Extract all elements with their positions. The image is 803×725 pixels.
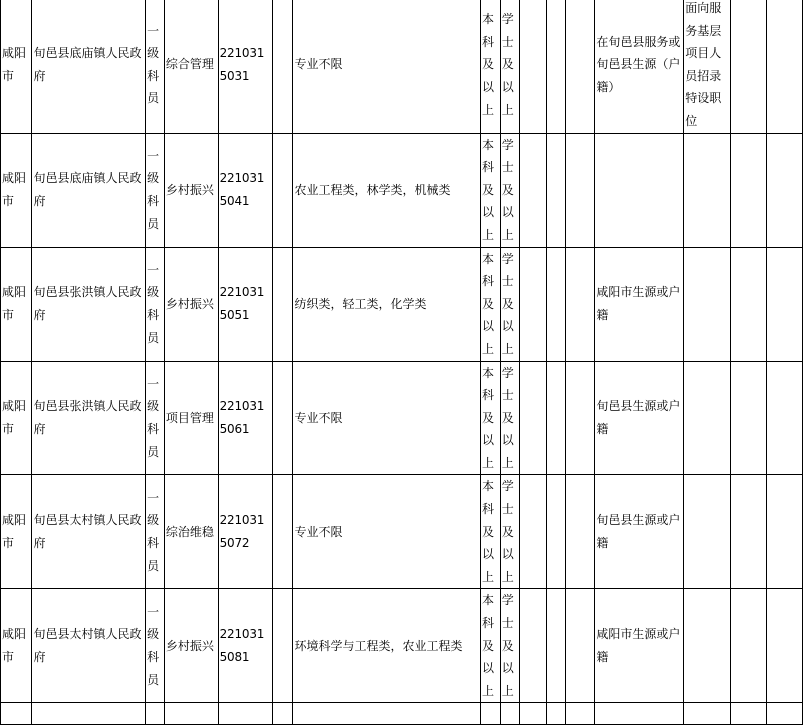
- empty-cell: [519, 0, 546, 133]
- other-conditions-cell: 旬邑县生源或户籍: [595, 475, 684, 589]
- position-cell: 项目管理: [164, 361, 218, 475]
- degree-cell: 学士及以上: [500, 247, 519, 361]
- degree-cell: 学士及以上: [500, 589, 519, 703]
- empty-cell: [546, 703, 565, 725]
- department-cell: 旬邑县张洪镇人民政府: [32, 247, 146, 361]
- empty-cell: [519, 133, 546, 247]
- city-cell: 咸阳市: [1, 589, 32, 703]
- education-cell: 本科及以上: [480, 361, 500, 475]
- empty-cell: [731, 133, 767, 247]
- education-cell: 本科及以上: [480, 247, 500, 361]
- empty-cell: [595, 703, 684, 725]
- empty-cell: [767, 475, 803, 589]
- table-row-partial: [1, 703, 803, 725]
- position-code-cell: 2210315061: [218, 361, 272, 475]
- empty-cell: [519, 475, 546, 589]
- education-cell: 本科及以上: [480, 0, 500, 133]
- empty-cell: [519, 703, 546, 725]
- empty-cell: [546, 133, 565, 247]
- empty-cell: [164, 703, 218, 725]
- empty-cell: [767, 589, 803, 703]
- empty-cell: [767, 0, 803, 133]
- empty-cell: [566, 0, 595, 133]
- empty-cell: [293, 703, 481, 725]
- degree-cell: 学士及以上: [500, 133, 519, 247]
- table-row: [1, 589, 803, 703]
- empty-cell: [731, 0, 767, 133]
- level-cell: 一级科员: [146, 589, 165, 703]
- position-code-cell: 2210315072: [218, 475, 272, 589]
- city-cell: 咸阳市: [1, 0, 32, 133]
- empty-cell: [32, 703, 146, 725]
- remarks-cell: [684, 589, 731, 703]
- empty-cell: [519, 361, 546, 475]
- table-row: [1, 475, 803, 589]
- other-conditions-cell: [595, 133, 684, 247]
- empty-cell: [273, 0, 293, 133]
- empty-cell: [684, 703, 731, 725]
- department-cell: 旬邑县太村镇人民政府: [32, 589, 146, 703]
- empty-cell: [566, 589, 595, 703]
- degree-cell: 学士及以上: [500, 0, 519, 133]
- empty-cell: [566, 247, 595, 361]
- department-cell: 旬邑县太村镇人民政府: [32, 475, 146, 589]
- other-conditions-cell: 在旬邑县服务或旬邑县生源（户籍）: [595, 0, 684, 133]
- major-cell: 专业不限: [293, 0, 481, 133]
- empty-cell: [546, 0, 565, 133]
- empty-cell: [731, 361, 767, 475]
- level-cell: 一级科员: [146, 361, 165, 475]
- position-code-cell: 2210315051: [218, 247, 272, 361]
- department-cell: 旬邑县张洪镇人民政府: [32, 361, 146, 475]
- major-cell: 专业不限: [293, 361, 481, 475]
- city-cell: 咸阳市: [1, 133, 32, 247]
- major-cell: 专业不限: [293, 475, 481, 589]
- empty-cell: [273, 361, 293, 475]
- position-code-cell: 2210315041: [218, 133, 272, 247]
- table-row: [1, 0, 803, 133]
- empty-cell: [546, 361, 565, 475]
- empty-cell: [767, 703, 803, 725]
- degree-cell: 学士及以上: [500, 361, 519, 475]
- empty-cell: [566, 475, 595, 589]
- empty-cell: [566, 361, 595, 475]
- empty-cell: [731, 703, 767, 725]
- level-cell: 一级科员: [146, 247, 165, 361]
- remarks-cell: [684, 133, 731, 247]
- empty-cell: [767, 247, 803, 361]
- major-cell: 农业工程类，林学类，机械类: [293, 133, 481, 247]
- empty-cell: [519, 589, 546, 703]
- empty-cell: [273, 703, 293, 725]
- table-body: [1, 0, 803, 725]
- empty-cell: [767, 361, 803, 475]
- empty-cell: [546, 475, 565, 589]
- empty-cell: [480, 703, 500, 725]
- position-code-cell: 2210315031: [218, 0, 272, 133]
- empty-cell: [273, 589, 293, 703]
- empty-cell: [500, 703, 519, 725]
- remarks-cell: 面向服务基层项目人员招录特设职位: [684, 0, 731, 133]
- empty-cell: [566, 133, 595, 247]
- empty-cell: [767, 133, 803, 247]
- city-cell: 咸阳市: [1, 475, 32, 589]
- department-cell: 旬邑县底庙镇人民政府: [32, 133, 146, 247]
- empty-cell: [1, 703, 32, 725]
- empty-cell: [546, 247, 565, 361]
- remarks-cell: [684, 475, 731, 589]
- remarks-cell: [684, 247, 731, 361]
- major-cell: 环境科学与工程类，农业工程类: [293, 589, 481, 703]
- other-conditions-cell: 旬邑县生源或户籍: [595, 361, 684, 475]
- empty-cell: [273, 133, 293, 247]
- empty-cell: [546, 589, 565, 703]
- empty-cell: [731, 247, 767, 361]
- empty-cell: [273, 247, 293, 361]
- table-row: [1, 133, 803, 247]
- table-row: [1, 361, 803, 475]
- position-cell: 乡村振兴: [164, 589, 218, 703]
- position-cell: 综合管理: [164, 0, 218, 133]
- education-cell: 本科及以上: [480, 133, 500, 247]
- table-row: [1, 247, 803, 361]
- remarks-cell: [684, 361, 731, 475]
- other-conditions-cell: 咸阳市生源或户籍: [595, 247, 684, 361]
- level-cell: 一级科员: [146, 475, 165, 589]
- position-cell: 乡村振兴: [164, 247, 218, 361]
- level-cell: 一级科员: [146, 0, 165, 133]
- city-cell: 咸阳市: [1, 361, 32, 475]
- empty-cell: [218, 703, 272, 725]
- level-cell: 一级科员: [146, 133, 165, 247]
- education-cell: 本科及以上: [480, 589, 500, 703]
- position-code-cell: 2210315081: [218, 589, 272, 703]
- empty-cell: [519, 247, 546, 361]
- position-cell: 综治维稳: [164, 475, 218, 589]
- position-cell: 乡村振兴: [164, 133, 218, 247]
- city-cell: 咸阳市: [1, 247, 32, 361]
- empty-cell: [731, 475, 767, 589]
- empty-cell: [146, 703, 165, 725]
- department-cell: 旬邑县底庙镇人民政府: [32, 0, 146, 133]
- degree-cell: 学士及以上: [500, 475, 519, 589]
- empty-cell: [566, 703, 595, 725]
- major-cell: 纺织类，轻工类，化学类: [293, 247, 481, 361]
- education-cell: 本科及以上: [480, 475, 500, 589]
- other-conditions-cell: 咸阳市生源或户籍: [595, 589, 684, 703]
- empty-cell: [273, 475, 293, 589]
- empty-cell: [731, 589, 767, 703]
